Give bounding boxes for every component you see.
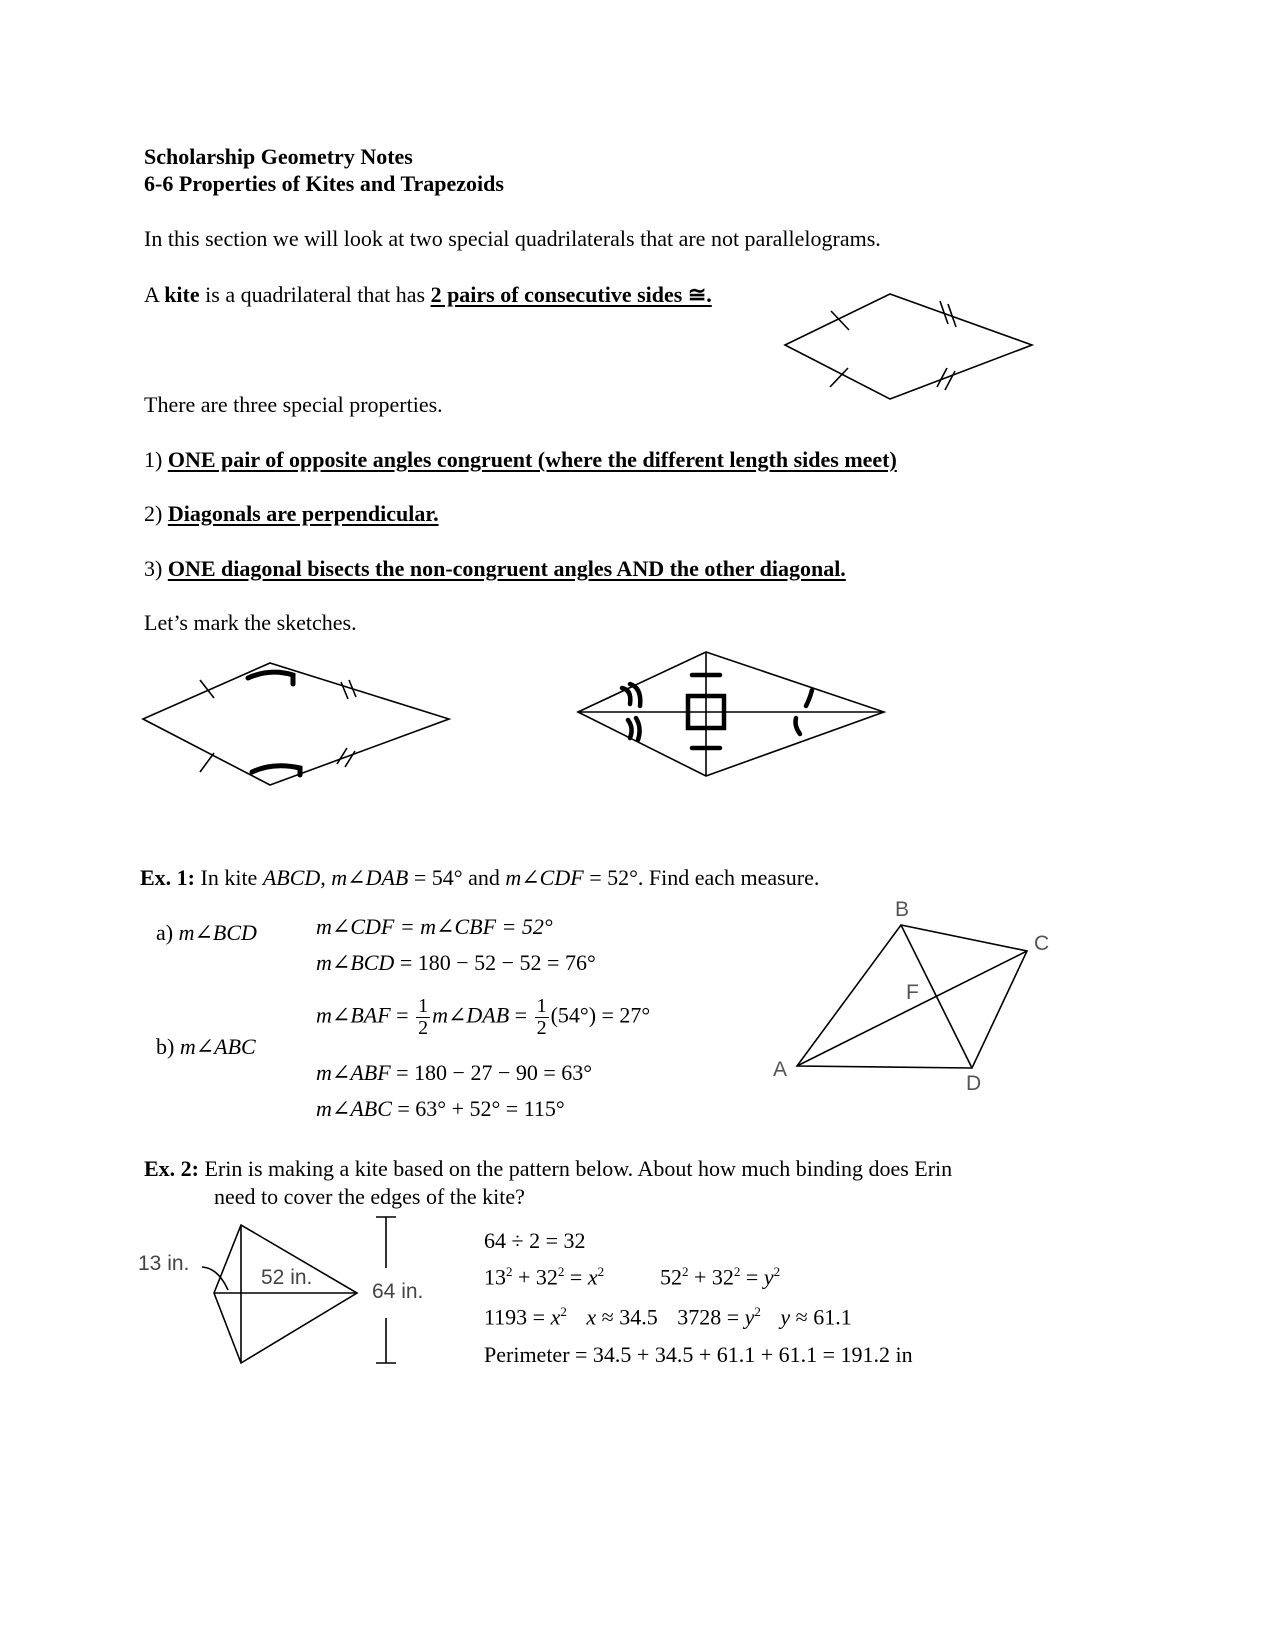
property-number: 2) (144, 501, 168, 526)
step-lhs: m∠ABC (316, 1096, 392, 1121)
property-text: Diagonals are perpendicular. (167, 501, 439, 526)
step-end: (54°) = 27° (550, 1002, 651, 1028)
dimension-label-52: 52 in. (261, 1266, 313, 1289)
part-label: a) (156, 920, 179, 945)
step-rhs: = 180 − 52 − 52 = 76° (394, 950, 596, 975)
ex2-step-1: 64 ÷ 2 = 32 (484, 1228, 586, 1253)
variable-x: x (587, 1264, 598, 1290)
def-prefix: A (144, 282, 165, 307)
exponent: 2 (506, 1264, 513, 1279)
dimension-label-13: 13 in. (138, 1252, 190, 1275)
variable-x: x (586, 1304, 597, 1330)
term: 1193 = (484, 1304, 551, 1330)
property-text: ONE diagonal bisects the non-congruent angles AND the other diagonal. (167, 556, 846, 581)
fraction-numerator: 1 (418, 995, 429, 1017)
prompt-text: , (320, 865, 332, 890)
property-number: 3) (144, 556, 168, 581)
step-rhs: = 63° + 52° = 115° (391, 1096, 565, 1121)
exponent: 2 (557, 1264, 565, 1279)
fraction-denominator: 2 (536, 1017, 547, 1039)
exponent: 2 (733, 1264, 741, 1279)
term: + 32 (512, 1264, 558, 1290)
def-emphasis: 2 pairs of consecutive sides ≅. (430, 282, 712, 307)
vertex-label-a: A (773, 1058, 788, 1081)
exponent: 2 (682, 1264, 689, 1279)
mark-sketches-text: Let’s mark the sketches. (144, 610, 357, 635)
section-title: 6-6 Properties of Kites and Trapezoids (144, 171, 504, 196)
kite-pattern (214, 1225, 357, 1363)
property-text: ONE pair of opposite angles congruent (where the different length sides meet) (167, 447, 897, 472)
intro-text: In this section we will look at two special quadrilaterals that are not parallelograms. (144, 226, 881, 251)
vertex-label-c: C (1034, 932, 1050, 955)
part-angle: m∠BCD (178, 920, 257, 945)
term: ≈ 61.1 (790, 1304, 852, 1330)
example-label: Ex. 2: (144, 1156, 199, 1181)
exponent: 2 (597, 1264, 605, 1279)
vertex-label-d: D (966, 1072, 982, 1095)
step-rhs: = 180 − 27 − 90 = 63° (390, 1060, 593, 1085)
prompt-text: Erin is making a kite based on the pattern below. About how much binding does Erin (199, 1156, 953, 1181)
variable-x: x (550, 1304, 561, 1330)
prompt-text: = 54° and (408, 865, 506, 890)
variable-y: y (763, 1264, 774, 1290)
term: ≈ 34.5 (596, 1304, 658, 1330)
def-middle: is a quadrilateral that has (199, 282, 431, 307)
equals: = (740, 1264, 764, 1290)
exponent: 2 (773, 1264, 781, 1279)
def-term: kite (164, 282, 200, 307)
point-label-f: F (906, 981, 919, 1004)
ex2-perimeter: Perimeter = 34.5 + 34.5 + 61.1 + 61.1 = 191.2 in (484, 1342, 913, 1367)
term: + 32 (688, 1264, 734, 1290)
part-a-step-1: m∠CDF = m∠CBF = 52° (316, 914, 553, 939)
dimension-label-64: 64 in. (372, 1280, 424, 1303)
ex2-step-3 (484, 1304, 852, 1330)
property-number: 1) (144, 447, 168, 472)
step-mid: m∠DAB (432, 1002, 510, 1028)
fraction-numerator: 1 (536, 995, 547, 1017)
example-2-prompt-line-2: need to cover the edges of the kite? (214, 1184, 525, 1209)
equals: = (509, 1002, 533, 1028)
part-angle: m∠ABC (179, 1034, 256, 1059)
term: 13 (484, 1264, 506, 1290)
properties-intro: There are three special properties. (144, 392, 443, 417)
prompt-text: In kite (195, 865, 263, 890)
exponent: 2 (560, 1304, 567, 1319)
variable-y: y (780, 1304, 791, 1330)
part-label: b) (156, 1034, 180, 1059)
document-title: Scholarship Geometry Notes (144, 144, 413, 169)
ex2-step-2b (660, 1264, 780, 1290)
step-lhs: m∠ABF (316, 1060, 391, 1085)
term: 3728 = (677, 1304, 745, 1330)
exponent: 2 (754, 1304, 761, 1319)
variable-y: y (744, 1304, 755, 1330)
vertex-label-b: B (895, 898, 910, 921)
equals: = (390, 1002, 415, 1028)
step-lhs: m∠BAF (316, 1002, 391, 1028)
term: 52 (660, 1264, 682, 1290)
given-angle: m∠DAB (331, 865, 409, 890)
given-angle: m∠CDF (505, 865, 584, 890)
prompt-text: = 52°. Find each measure. (583, 865, 820, 890)
kite-name: ABCD (262, 865, 321, 890)
callout-line (202, 1267, 228, 1290)
step-lhs: m∠BCD (316, 950, 395, 975)
example-label: Ex. 1: (140, 865, 195, 890)
ex2-step-2a (484, 1264, 604, 1290)
equals: = (564, 1264, 588, 1290)
fraction-denominator: 2 (418, 1017, 429, 1039)
